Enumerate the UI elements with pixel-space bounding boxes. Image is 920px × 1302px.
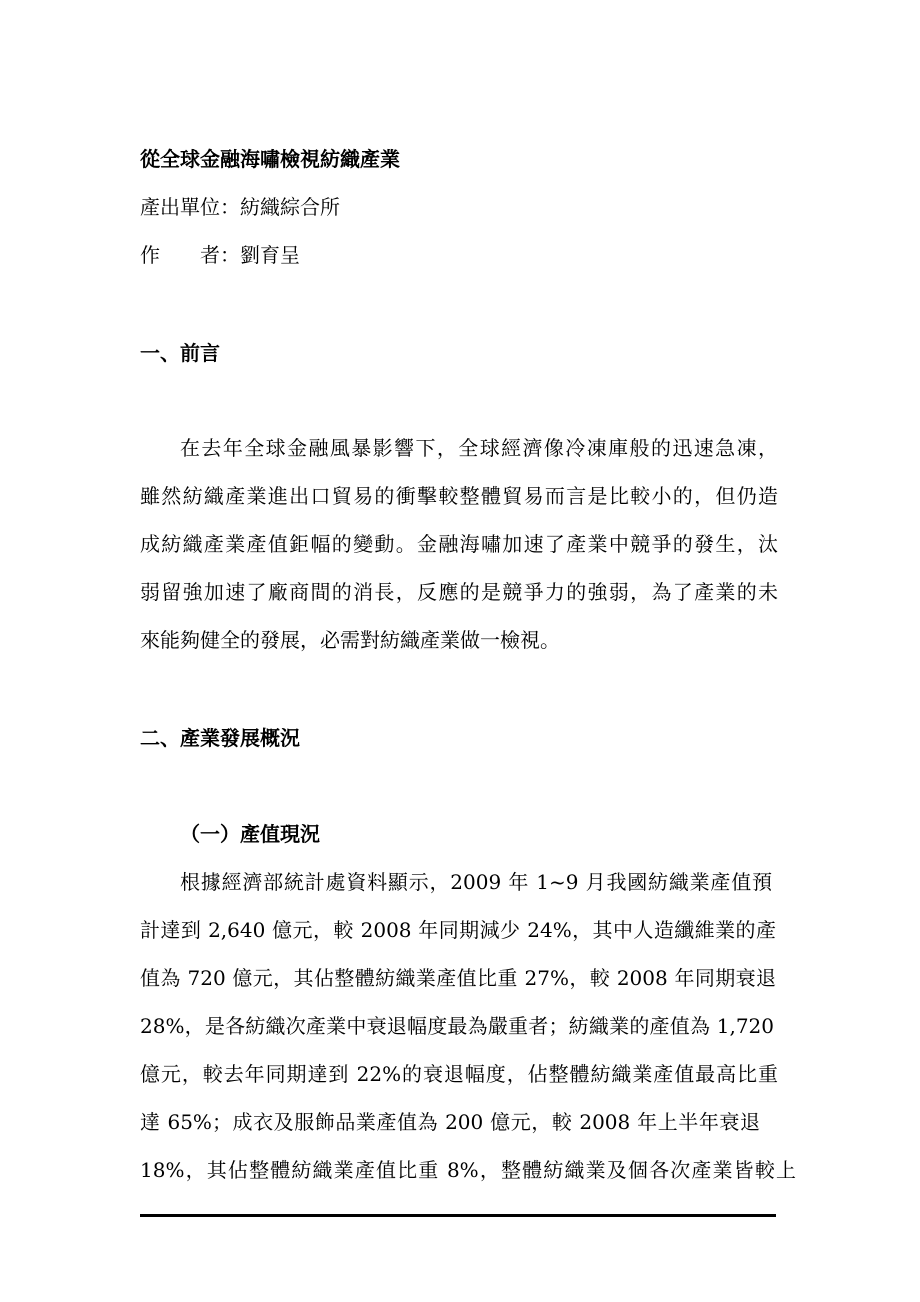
- paragraph-line: 在去年全球金融風暴影響下，全球經濟像冷凍庫般的迅速急凍，: [180, 436, 778, 460]
- paragraph-line: 值為 720 億元，其佔整體紡織業產值比重 27%，較 2008 年同期衰退: [140, 966, 776, 990]
- subsection-heading: （一）產值現況: [180, 822, 320, 846]
- unit-line: 產出單位：紡織綜合所: [140, 195, 340, 219]
- author-line: [140, 241, 780, 269]
- paragraph-line: 雖然紡織產業進出口貿易的衝擊較整體貿易而言是比較小的，但仍造: [140, 484, 778, 508]
- author-label: 作: [140, 243, 160, 267]
- paragraph-line: 成紡織產業產值鉅幅的變動。金融海嘯加速了產業中競爭的發生，汰: [140, 532, 778, 556]
- section2-heading: 二、產業發展概況: [140, 726, 300, 750]
- paragraph-line: 達 65%；成衣及服飾品業產值為 200 億元，較 2008 年上半年衰退: [140, 1110, 760, 1134]
- document-title: 從全球金融海嘯檢視紡織產業: [140, 147, 400, 171]
- footer-rule: [140, 1214, 776, 1217]
- section1-heading: 一、前言: [140, 341, 220, 365]
- author-value: 者：劉育呈: [200, 243, 300, 267]
- paragraph-line: 28%，是各紡織次產業中衰退幅度最為嚴重者；紡織業的產值為 1,720: [140, 1014, 774, 1038]
- paragraph-line: 18%，其佔整體紡織業產值比重 8%，整體紡織業及個各次產業皆較上: [140, 1158, 796, 1182]
- paragraph-line: 弱留強加速了廠商間的消長，反應的是競爭力的強弱，為了產業的未: [140, 580, 778, 604]
- paragraph-line: 億元，較去年同期達到 22%的衰退幅度，佔整體紡織業產值最高比重: [140, 1062, 778, 1086]
- paragraph-line: 根據經濟部統計處資料顯示，2009 年 1~9 月我國紡織業產值預: [180, 870, 772, 894]
- paragraph-line: 來能夠健全的發展，必需對紡織產業做一檢視。: [140, 628, 560, 652]
- paragraph-line: 計達到 2,640 億元，較 2008 年同期減少 24%，其中人造纖維業的產: [140, 918, 776, 942]
